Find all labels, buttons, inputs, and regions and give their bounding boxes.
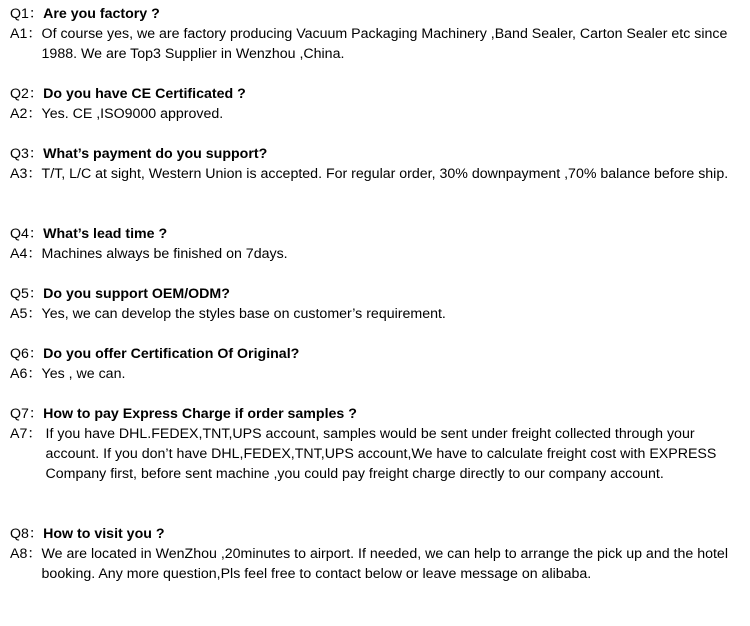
question-row <box>10 4 745 24</box>
faq-item-4 <box>10 224 745 264</box>
question-text: Do you have CE Certificated ? <box>43 86 246 102</box>
question-text: What’s payment do you support? <box>43 146 268 162</box>
question-row <box>10 524 745 544</box>
answer-text: Yes. CE ,ISO9000 approved. <box>41 106 224 122</box>
answer-row <box>10 304 745 324</box>
question-row <box>10 144 745 164</box>
answer-text: Yes, we can develop the styles base on customer’s requirement. <box>41 306 446 322</box>
question-text: Do you offer Certification Of Original? <box>43 346 300 362</box>
question-row <box>10 224 745 244</box>
answer-label: A4： <box>10 246 42 262</box>
answer-text: Of course yes, we are factory producing Vacuum Packaging Machinery ,Band Sealer, Carton Sealer etc since 1988. We are Top3 Supplier in Wenzhou ,China. <box>41 26 728 62</box>
answer-label: A8： <box>10 546 42 562</box>
question-text: How to visit you ? <box>43 526 165 542</box>
question-label: Q1： <box>10 6 44 22</box>
faq-item-1 <box>10 4 745 64</box>
answer-row <box>10 104 745 124</box>
question-label: Q4： <box>10 226 44 242</box>
question-row <box>10 404 745 424</box>
answer-row <box>10 244 745 264</box>
answer-row <box>10 24 745 64</box>
question-label: Q5： <box>10 286 44 302</box>
question-text: What’s lead time ? <box>43 226 168 242</box>
faq-item-5 <box>10 284 745 324</box>
question-row <box>10 284 745 304</box>
question-label: Q7： <box>10 406 44 422</box>
question-row <box>10 84 745 104</box>
question-text: Do you support OEM/ODM? <box>43 286 230 302</box>
answer-label: A3： <box>10 166 42 182</box>
answer-text: Machines always be finished on 7days. <box>41 246 288 262</box>
question-label: Q3： <box>10 146 44 162</box>
answer-text: T/T, L/C at sight, Western Union is accepted. For regular order, 30% downpayment ,70% balance before ship. <box>41 166 729 182</box>
answer-row <box>10 364 745 384</box>
faq-item-3 <box>10 144 745 184</box>
answer-label: A2： <box>10 106 42 122</box>
faq-item-2 <box>10 84 745 124</box>
answer-label: A7： <box>10 426 42 442</box>
faq-item-6 <box>10 344 745 384</box>
question-row <box>10 344 745 364</box>
question-label: Q2： <box>10 86 44 102</box>
answer-label: A1： <box>10 26 42 42</box>
faq-item-8 <box>10 524 745 584</box>
question-label: Q8： <box>10 526 44 542</box>
answer-text: If you have DHL.FEDEX,TNT,UPS account, samples would be sent under freight collected through your account. If you don’t have DHL,FEDEX,TNT,UPS account,We have to calculate freight cost with EXPRESS Company first, before sent machine ,you could pay freight charge directly to our company account. <box>45 426 717 482</box>
answer-row <box>10 544 745 584</box>
question-text: Are you factory ? <box>43 6 160 22</box>
faq-item-7 <box>10 404 745 484</box>
answer-text: Yes , we can. <box>41 366 126 382</box>
answer-row <box>10 164 745 184</box>
answer-label: A5： <box>10 306 42 322</box>
answer-label: A6： <box>10 366 42 382</box>
answer-text: We are located in WenZhou ,20minutes to airport. If needed, we can help to arrange the pick up and the hotel booking. Any more question,Pls feel free to contact below or leave message on alibaba. <box>41 546 728 582</box>
answer-row <box>10 424 745 484</box>
question-label: Q6： <box>10 346 44 362</box>
question-text: How to pay Express Charge if order samples ? <box>43 406 357 422</box>
